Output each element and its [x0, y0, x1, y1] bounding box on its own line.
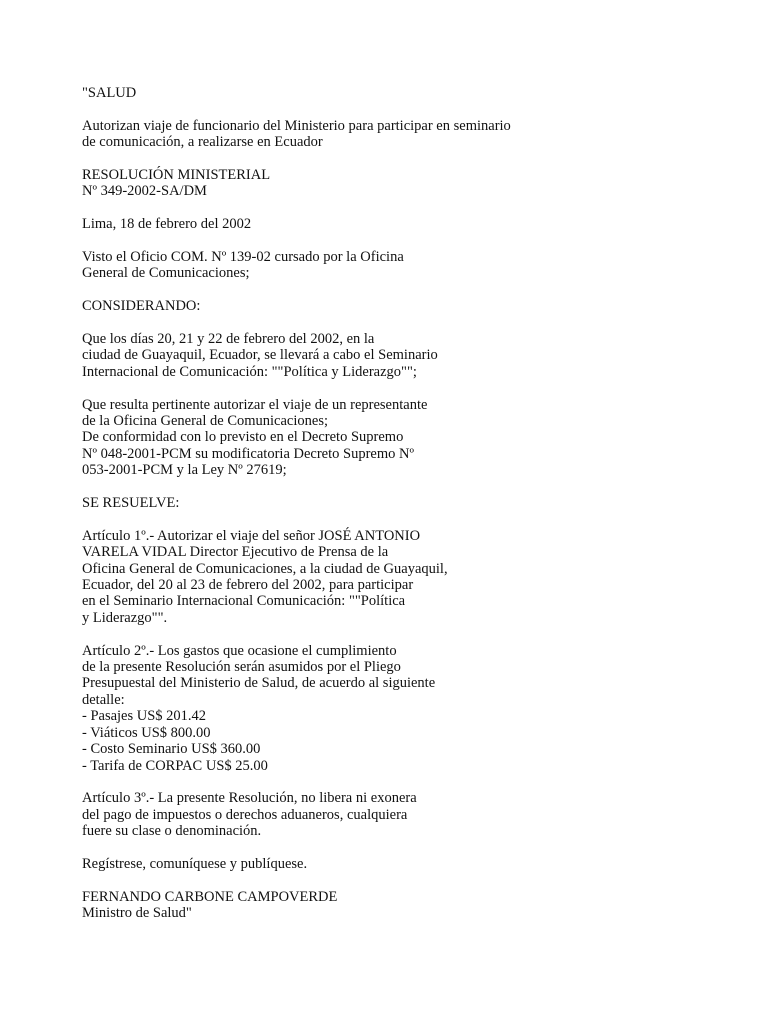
- text-line: Presupuestal del Ministerio de Salud, de acuerdo al siguiente: [82, 675, 436, 692]
- text-line: Artículo 3º.- La presente Resolución, no libera ni exonera: [82, 790, 417, 807]
- text-line: de la Oficina General de Comunicaciones;: [82, 413, 328, 430]
- text-line: Regístrese, comuníquese y publíquese.: [82, 855, 308, 872]
- text-line: Ecuador, del 20 al 23 de febrero del 2002, para participar: [82, 577, 414, 594]
- text-line: - Pasajes US$ 201.42: [82, 708, 207, 725]
- text-line: - Costo Seminario US$ 360.00: [82, 741, 261, 758]
- text-line: SE RESUELVE:: [82, 495, 180, 512]
- text-line: ciudad de Guayaquil, Ecuador, se llevará a cabo el Seminario: [82, 347, 438, 364]
- text-line: Ministro de Salud": [82, 905, 192, 922]
- text-line: Lima, 18 de febrero del 2002: [82, 216, 252, 233]
- text-line: Que los días 20, 21 y 22 de febrero del 2002, en la: [82, 331, 375, 347]
- document-paragraph: [82, 216, 702, 232]
- document-paragraph: [82, 118, 702, 151]
- document-paragraph: [82, 643, 702, 774]
- document-paragraph: [82, 856, 702, 872]
- text-line: Nº 048-2001-PCM su modificatoria Decreto Supremo Nº: [82, 445, 414, 462]
- text-line: FERNANDO CARBONE CAMPOVERDE: [82, 888, 338, 905]
- document-paragraph: [82, 298, 702, 314]
- text-line: - Tarifa de CORPAC US$ 25.00: [82, 757, 268, 774]
- document-paragraph: [82, 889, 702, 922]
- document-paragraph: [82, 249, 702, 282]
- text-line: - Viáticos US$ 800.00: [82, 724, 211, 741]
- text-line: y Liderazgo"".: [82, 609, 168, 626]
- text-line: "SALUD: [82, 85, 137, 101]
- text-line: Artículo 1º.- Autorizar el viaje del señor JOSÉ ANTONIO: [82, 527, 421, 544]
- text-line: Oficina General de Comunicaciones, a la ciudad de Guayaquil,: [82, 560, 448, 577]
- text-line: Internacional de Comunicación: ""Política y Liderazgo"";: [82, 363, 417, 380]
- text-line: VARELA VIDAL Director Ejecutivo de Prensa de la: [82, 544, 389, 561]
- text-line: General de Comunicaciones;: [82, 265, 250, 282]
- text-line: Autorizan viaje de funcionario del Ministerio para participar en seminario: [82, 117, 511, 134]
- document-paragraph: [82, 495, 702, 511]
- text-line: del pago de impuestos o derechos aduaneros, cualquiera: [82, 806, 408, 823]
- text-line: RESOLUCIÓN MINISTERIAL: [82, 167, 271, 183]
- document-paragraph: [82, 85, 702, 101]
- text-line: 053-2001-PCM y la Ley Nº 27619;: [82, 462, 287, 479]
- text-line: de la presente Resolución serán asumidos por el Pliego: [82, 659, 401, 676]
- document-paragraph: [82, 528, 702, 626]
- document-paragraph: [82, 331, 702, 380]
- text-line: De conformidad con lo previsto en el Decreto Supremo: [82, 429, 404, 446]
- document-paragraph: [82, 397, 702, 479]
- text-line: Nº 349-2002-SA/DM: [82, 183, 207, 200]
- document-body: [82, 85, 702, 938]
- text-line: Visto el Oficio COM. Nº 139-02 cursado por la Oficina: [82, 249, 404, 265]
- text-line: detalle:: [82, 691, 125, 708]
- document-paragraph: [82, 790, 702, 839]
- document-paragraph: [82, 167, 702, 200]
- text-line: en el Seminario Internacional Comunicación: ""Política: [82, 593, 406, 610]
- text-line: Artículo 2º.- Los gastos que ocasione el cumplimiento: [82, 642, 397, 659]
- text-line: fuere su clase o denominación.: [82, 823, 262, 840]
- text-line: CONSIDERANDO:: [82, 298, 201, 315]
- text-line: de comunicación, a realizarse en Ecuador: [82, 134, 323, 151]
- text-line: Que resulta pertinente autorizar el viaje de un representante: [82, 396, 428, 413]
